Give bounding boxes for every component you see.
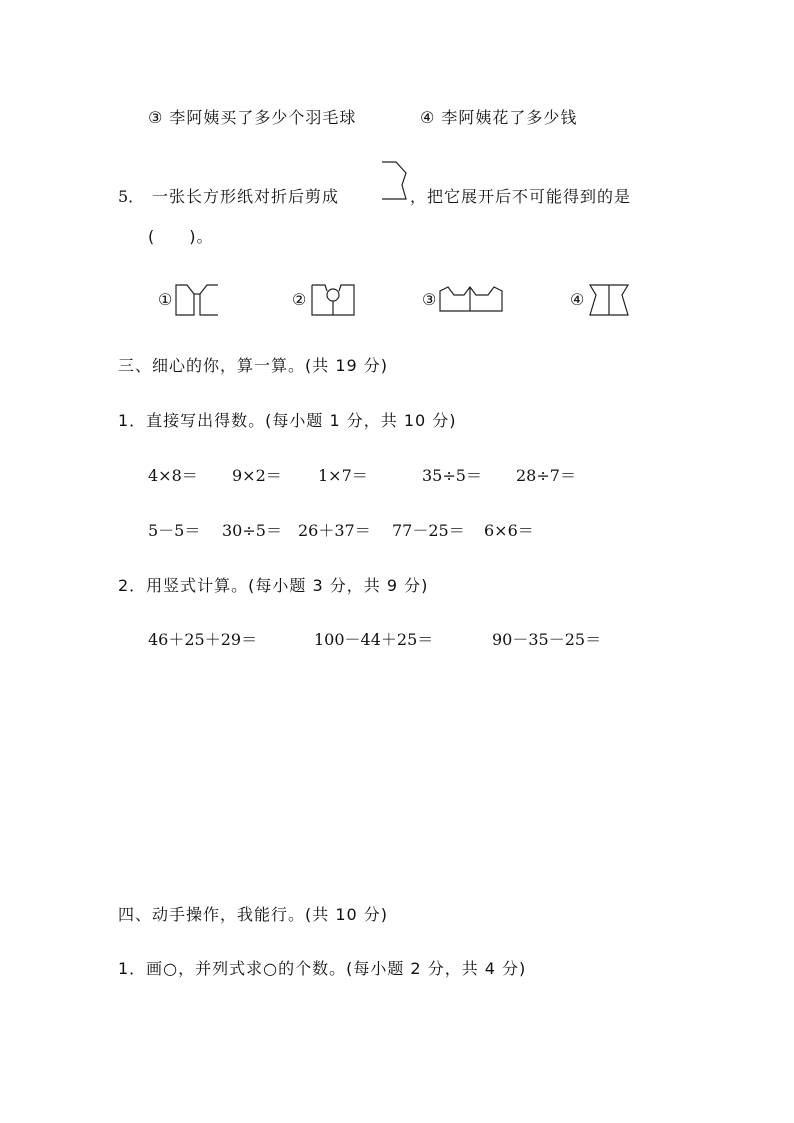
q4-option-4: ④ 李阿姨花了多少钱 bbox=[420, 108, 578, 127]
calc-item: 6×6＝ bbox=[484, 521, 534, 540]
q5-text-after: ，把它展开后不可能得到的是 bbox=[410, 187, 632, 206]
q5-number: 5． bbox=[118, 187, 145, 206]
folded-cut-paper-icon bbox=[381, 161, 407, 201]
q5-choice-3-label: ③ bbox=[422, 290, 437, 309]
q5-choice-4-label: ④ bbox=[570, 290, 585, 309]
q5-answer-blank: ( )。 bbox=[148, 227, 214, 246]
calc-item: 35÷5＝ bbox=[422, 466, 482, 485]
q5-choice-2-label: ② bbox=[292, 290, 307, 309]
q5-choice-4-shape bbox=[588, 283, 630, 317]
section-3-q1-title: 1．直接写出得数。(每小题 1 分，共 10 分) bbox=[118, 411, 457, 430]
section-3-q2-title: 2．用竖式计算。(每小题 3 分，共 9 分) bbox=[118, 576, 429, 595]
vertical-calc-item: 100－44＋25＝ bbox=[314, 630, 434, 649]
section-3-title: 三、细心的你，算一算。(共 19 分) bbox=[118, 356, 389, 375]
calc-item: 30÷5＝ bbox=[222, 521, 282, 540]
calc-item: 26＋37＝ bbox=[298, 521, 371, 540]
calc-item: 4×8＝ bbox=[148, 466, 198, 485]
q5-choice-1-shape bbox=[174, 283, 220, 317]
calc-item: 9×2＝ bbox=[232, 466, 282, 485]
vertical-calc-item: 46＋25＋29＝ bbox=[148, 630, 258, 649]
calc-item: 77－25＝ bbox=[392, 521, 465, 540]
q5-choice-3-shape bbox=[438, 283, 504, 317]
calc-item: 1×7＝ bbox=[318, 466, 368, 485]
q5-text-before: 一张长方形纸对折后剪成 bbox=[152, 187, 340, 206]
calc-item: 28÷7＝ bbox=[516, 466, 576, 485]
q5-choice-2-shape bbox=[310, 283, 356, 317]
q4-option-3: ③ 李阿姨买了多少个羽毛球 bbox=[148, 108, 357, 127]
calc-item: 5－5＝ bbox=[148, 521, 201, 540]
vertical-calc-item: 90－35－25＝ bbox=[492, 630, 602, 649]
q5-choice-1-label: ① bbox=[158, 290, 173, 309]
section-4-q1-title: 1．画○，并列式求○的个数。(每小题 2 分，共 4 分) bbox=[118, 959, 527, 978]
section-4-title: 四、动手操作，我能行。(共 10 分) bbox=[118, 905, 389, 924]
